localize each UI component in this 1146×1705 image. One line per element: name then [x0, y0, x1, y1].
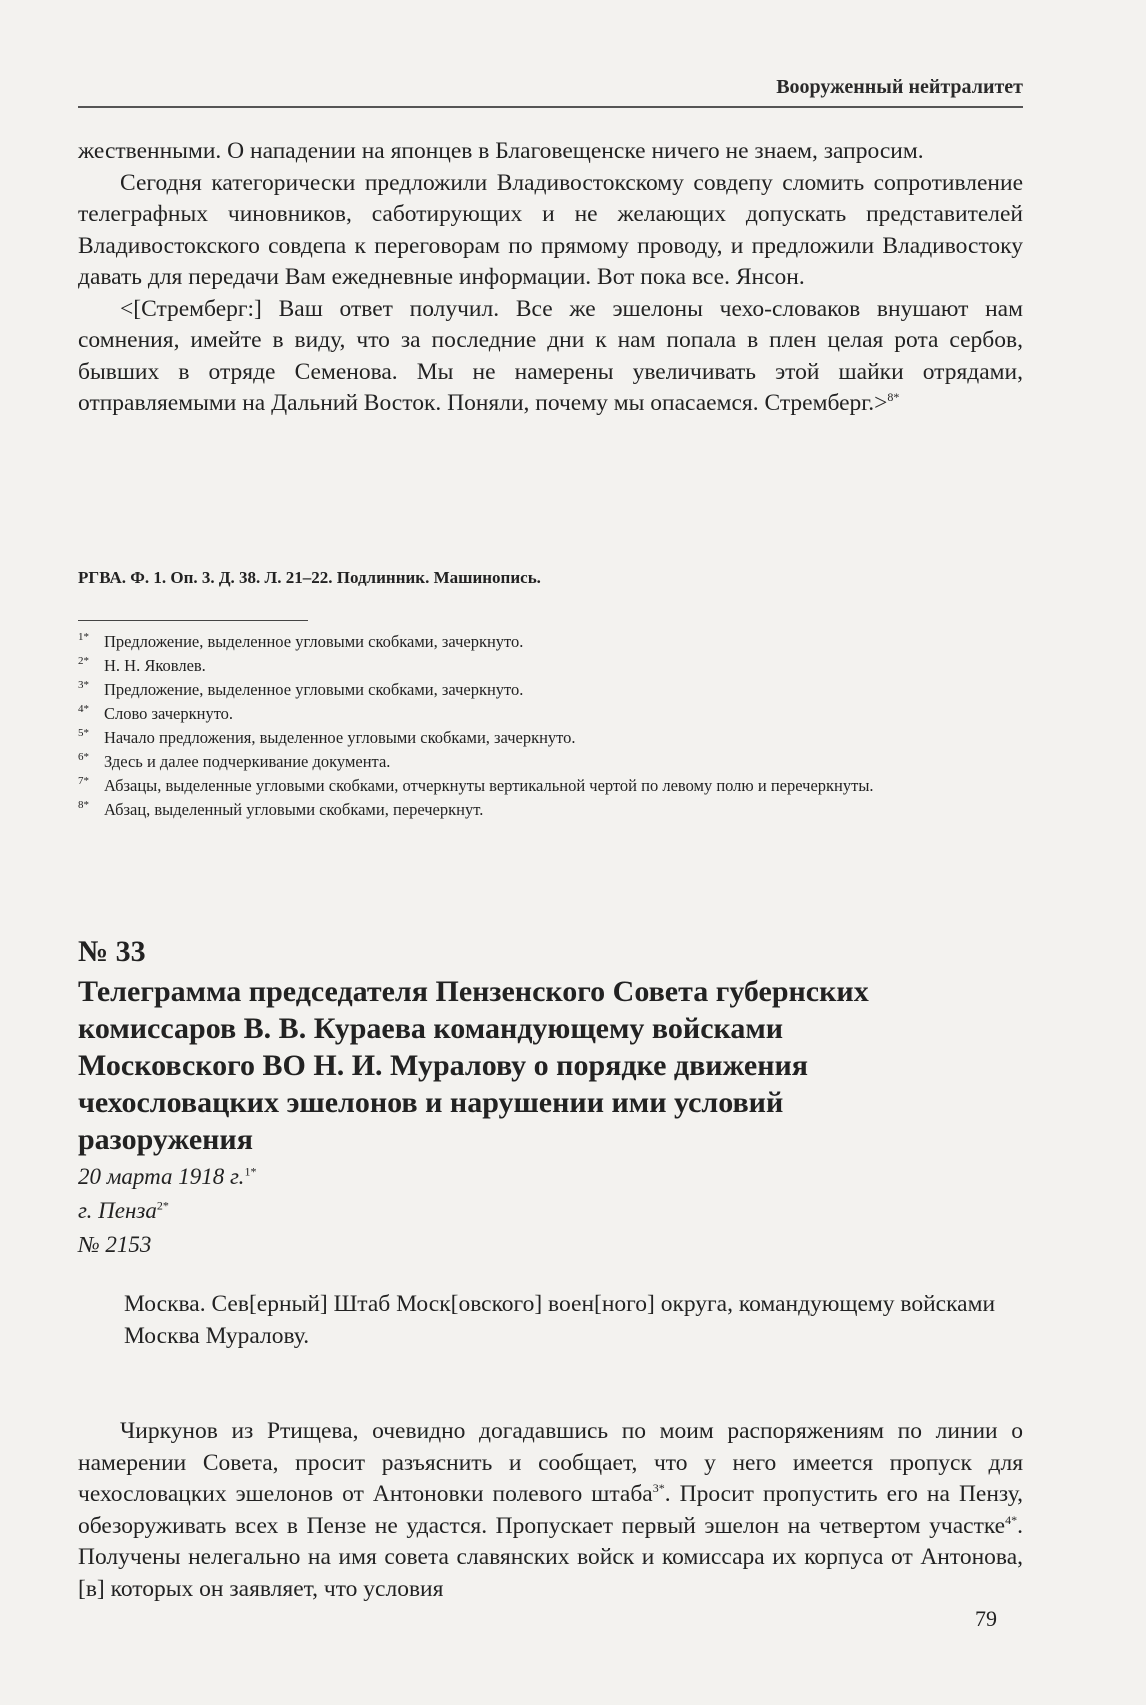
footnote-text: Слово зачеркнуто.	[104, 704, 234, 723]
footnote-mark: 2*	[78, 655, 89, 667]
footnote	[78, 654, 1023, 678]
footnote-ref-8: 8*	[887, 390, 900, 405]
document-date	[78, 1160, 256, 1194]
document-meta	[78, 1160, 256, 1262]
footnote-text: Абзацы, выделенные угловыми скобками, отчеркнуты вертикальной чертой по левому полю и перечеркнуты.	[104, 776, 874, 795]
footnote	[78, 630, 1023, 654]
footnote-ref-2: 2*	[156, 1198, 169, 1213]
running-title: Вооруженный нейтралитет	[776, 76, 1023, 98]
footnote-text: Предложение, выделенное угловыми скобками, зачеркнуто.	[104, 632, 524, 651]
footnote-text: Н. Н. Яковлев.	[104, 656, 206, 675]
header-rule	[78, 106, 1023, 108]
document-place-text: г. Пенза	[78, 1198, 157, 1223]
footnote-mark: 1*	[78, 631, 89, 643]
document-place	[78, 1194, 256, 1228]
document-number: № 33	[78, 935, 146, 968]
footnote-mark: 4*	[78, 703, 89, 715]
footnote	[78, 774, 1023, 798]
archive-source: РГВА. Ф. 1. Оп. 3. Д. 38. Л. 21–22. Подлинник. Машинопись.	[78, 568, 541, 587]
footnote-mark: 5*	[78, 727, 89, 739]
document-reg-number: № 2153	[78, 1232, 152, 1257]
top-text-block	[78, 136, 1023, 420]
footnote	[78, 798, 1023, 822]
paragraph-continuation: жественными. О нападении на японцев в Благовещенске ничего не знаем, запросим.	[78, 138, 924, 164]
paragraph-chirkunov	[78, 1416, 1023, 1605]
paragraph-janson: Сегодня категорически предложили Владивостокскому совдепу сломить сопротивление телеграфных чиновников, саботирующих и не желающих допускать представителей Владивостокского совдепа к переговорам по прямому проводу, и предложили Владивостоку давать для передачи Вам ежедневные информации. Вот пока все. Янсон.	[78, 169, 1023, 290]
footnote-ref-1: 1*	[244, 1164, 257, 1179]
footnote	[78, 702, 1023, 726]
footnote-mark: 8*	[78, 799, 89, 811]
footnote-text: Здесь и далее подчеркивание документа.	[104, 752, 391, 771]
footnote-mark: 7*	[78, 775, 89, 787]
footnote-text: Абзац, выделенный угловыми скобками, перечеркнут.	[104, 800, 484, 819]
body-text-1: Чиркунов из Ртищева, очевидно догадавшись по моим распоряжениям по линии о намерении Совета, просит разъяснить и сообщает, что у него имеется пропуск для чехословацких эшелонов от Антоновки полевого штаба	[78, 1418, 1023, 1507]
footnote-ref-4: 4*	[1005, 1512, 1018, 1527]
footnote	[78, 726, 1023, 750]
paragraph-stremberg	[78, 294, 1023, 420]
document-date-text: 20 марта 1918 г.	[78, 1164, 245, 1189]
footnote-ref-3: 3*	[652, 1481, 665, 1496]
body-text-3: . Получены нелегально на имя совета славянских войск и комиссара их корпуса от Антонова, [в] которых он заявляет, что условия	[78, 1512, 1023, 1602]
footnote-text: Предложение, выделенное угловыми скобками, зачеркнуто.	[104, 680, 524, 699]
footnote	[78, 750, 1023, 774]
document-title: Телеграмма председателя Пензенского Совета губернских комиссаров В. В. Кураева командующему войсками Московского ВО Н. И. Муралову о порядке движения чехословацких эшелонов и нарушении ими условий разоружения	[78, 975, 869, 1156]
body-text-2: . Просит пропустить его на Пензу, обезоруживать всех в Пензе не удастся. Пропускает первый эшелон на четвертом участке	[78, 1481, 1023, 1539]
paragraph-stremberg-text: <[Стремберг:] Ваш ответ получил. Все же эшелоны чехо-словаков внушают нам сомнения, имейте в виду, что за последние дни к нам попала в плен целая рота сербов, бывших в отряде Семенова. Мы не намерены увеличивать этой шайки отрядами, отправляемыми на Дальний Восток. Поняли, почему мы опасаемся. Стремберг.>	[78, 295, 1023, 416]
footnote	[78, 678, 1023, 702]
telegram-address: Москва. Сев[ерный] Штаб Моск[овского] воен[ного] округа, командующему войсками Москва Муралову.	[124, 1291, 996, 1349]
page-number: 79	[975, 1606, 997, 1631]
footnotes	[78, 630, 1023, 822]
footnote-mark: 3*	[78, 679, 89, 691]
footnote-text: Начало предложения, выделенное угловыми скобками, зачеркнуто.	[104, 728, 576, 747]
footnote-mark: 6*	[78, 751, 89, 763]
footnotes-rule	[78, 620, 308, 621]
telegram-body	[78, 1416, 1023, 1605]
